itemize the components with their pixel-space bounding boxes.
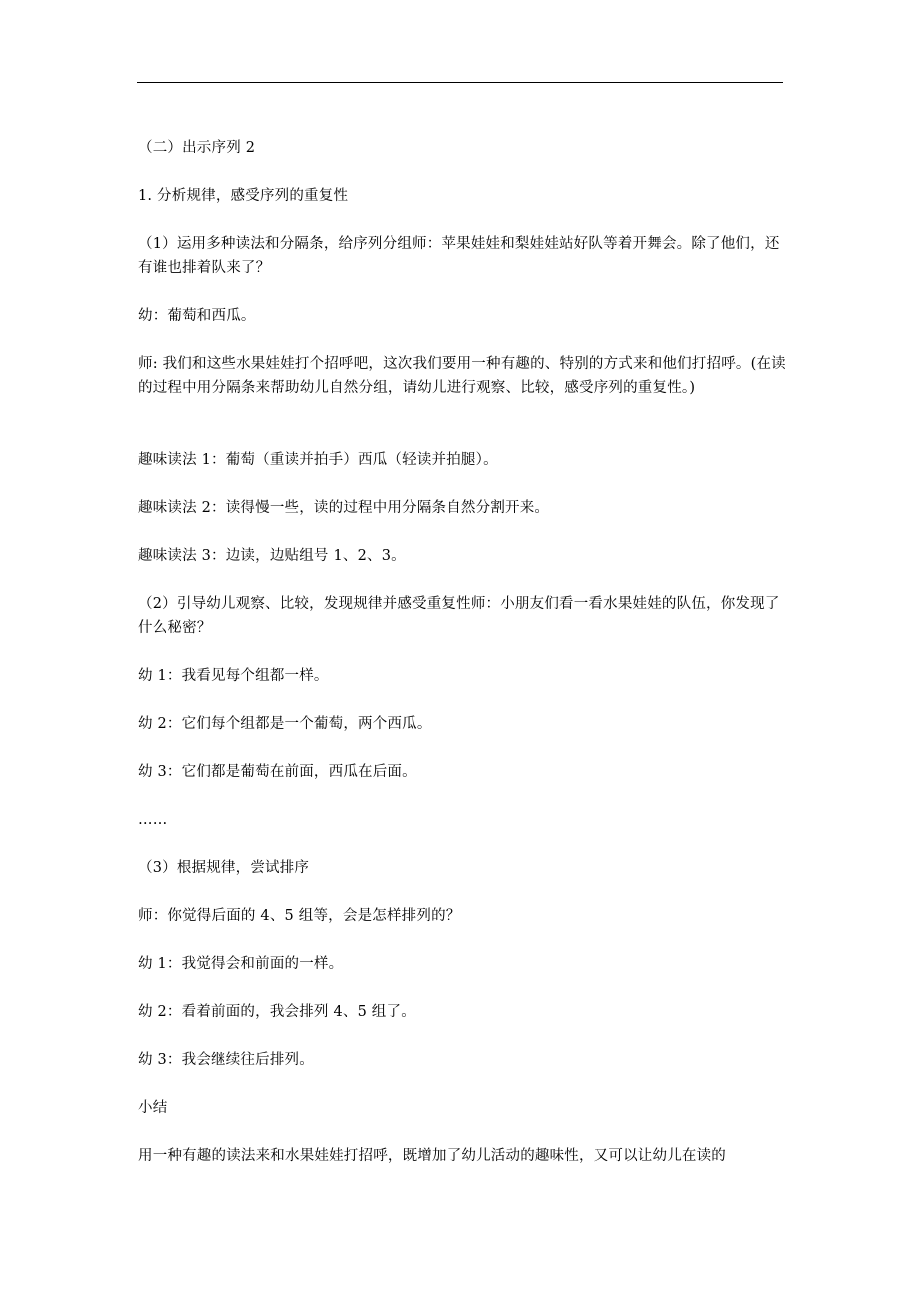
- paragraph: 幼 2：它们每个组都是一个葡萄，两个西瓜。: [138, 716, 432, 732]
- header-rule: [137, 82, 783, 83]
- subsection-heading: （3）根据规律，尝试排序: [138, 860, 310, 876]
- ellipsis: ……: [138, 812, 168, 828]
- paragraph: 师: 我们和这些水果娃娃打个招呼吧，这次我们要用一种有趣的、特别的方式来和他们打招呼。(在读的过程中用分隔条来帮助幼儿自然分组，请幼儿进行观察、比较，感受序列的重复性。): [138, 356, 786, 396]
- paragraph: 幼 1：我觉得会和前面的一样。: [138, 956, 344, 972]
- summary-heading: 小结: [138, 1100, 168, 1116]
- section-heading: （二）出示序列 2: [138, 140, 256, 156]
- paragraph: 幼 3：我会继续往后排列。: [138, 1052, 314, 1068]
- paragraph: （2）引导幼儿观察、比较，发现规律并感受重复性师：小朋友们看一看水果娃娃的队伍，你发现了什么秘密？: [138, 596, 780, 636]
- paragraph: 趣味读法 1：葡萄（重读并拍手）西瓜（轻读并拍腿）。: [138, 452, 498, 468]
- paragraph: 幼 1：我看见每个组都一样。: [138, 668, 329, 684]
- paragraph: 趣味读法 2：读得慢一些，读的过程中用分隔条自然分割开来。: [138, 500, 550, 516]
- paragraph: 幼：葡萄和西瓜。: [138, 308, 256, 324]
- paragraph: 师：你觉得后面的 4、5 组等，会是怎样排列的？: [138, 908, 461, 924]
- paragraph: 用一种有趣的读法来和水果娃娃打招呼，既增加了幼儿活动的趣味性，又可以让幼儿在读的: [138, 1148, 726, 1164]
- paragraph: （1）运用多种读法和分隔条，给序列分组师：苹果娃娃和梨娃娃站好队等着开舞会。除了他们，还有谁也排着队来了？: [138, 236, 780, 276]
- subsection-heading: 1. 分析规律，感受序列的重复性: [138, 188, 349, 204]
- paragraph: 趣味读法 3：边读，边贴组号 1、2、3。: [138, 548, 406, 564]
- paragraph: 幼 2：看着前面的，我会排列 4、5 组了。: [138, 1004, 416, 1020]
- paragraph: 幼 3：它们都是葡萄在前面，西瓜在后面。: [138, 764, 417, 780]
